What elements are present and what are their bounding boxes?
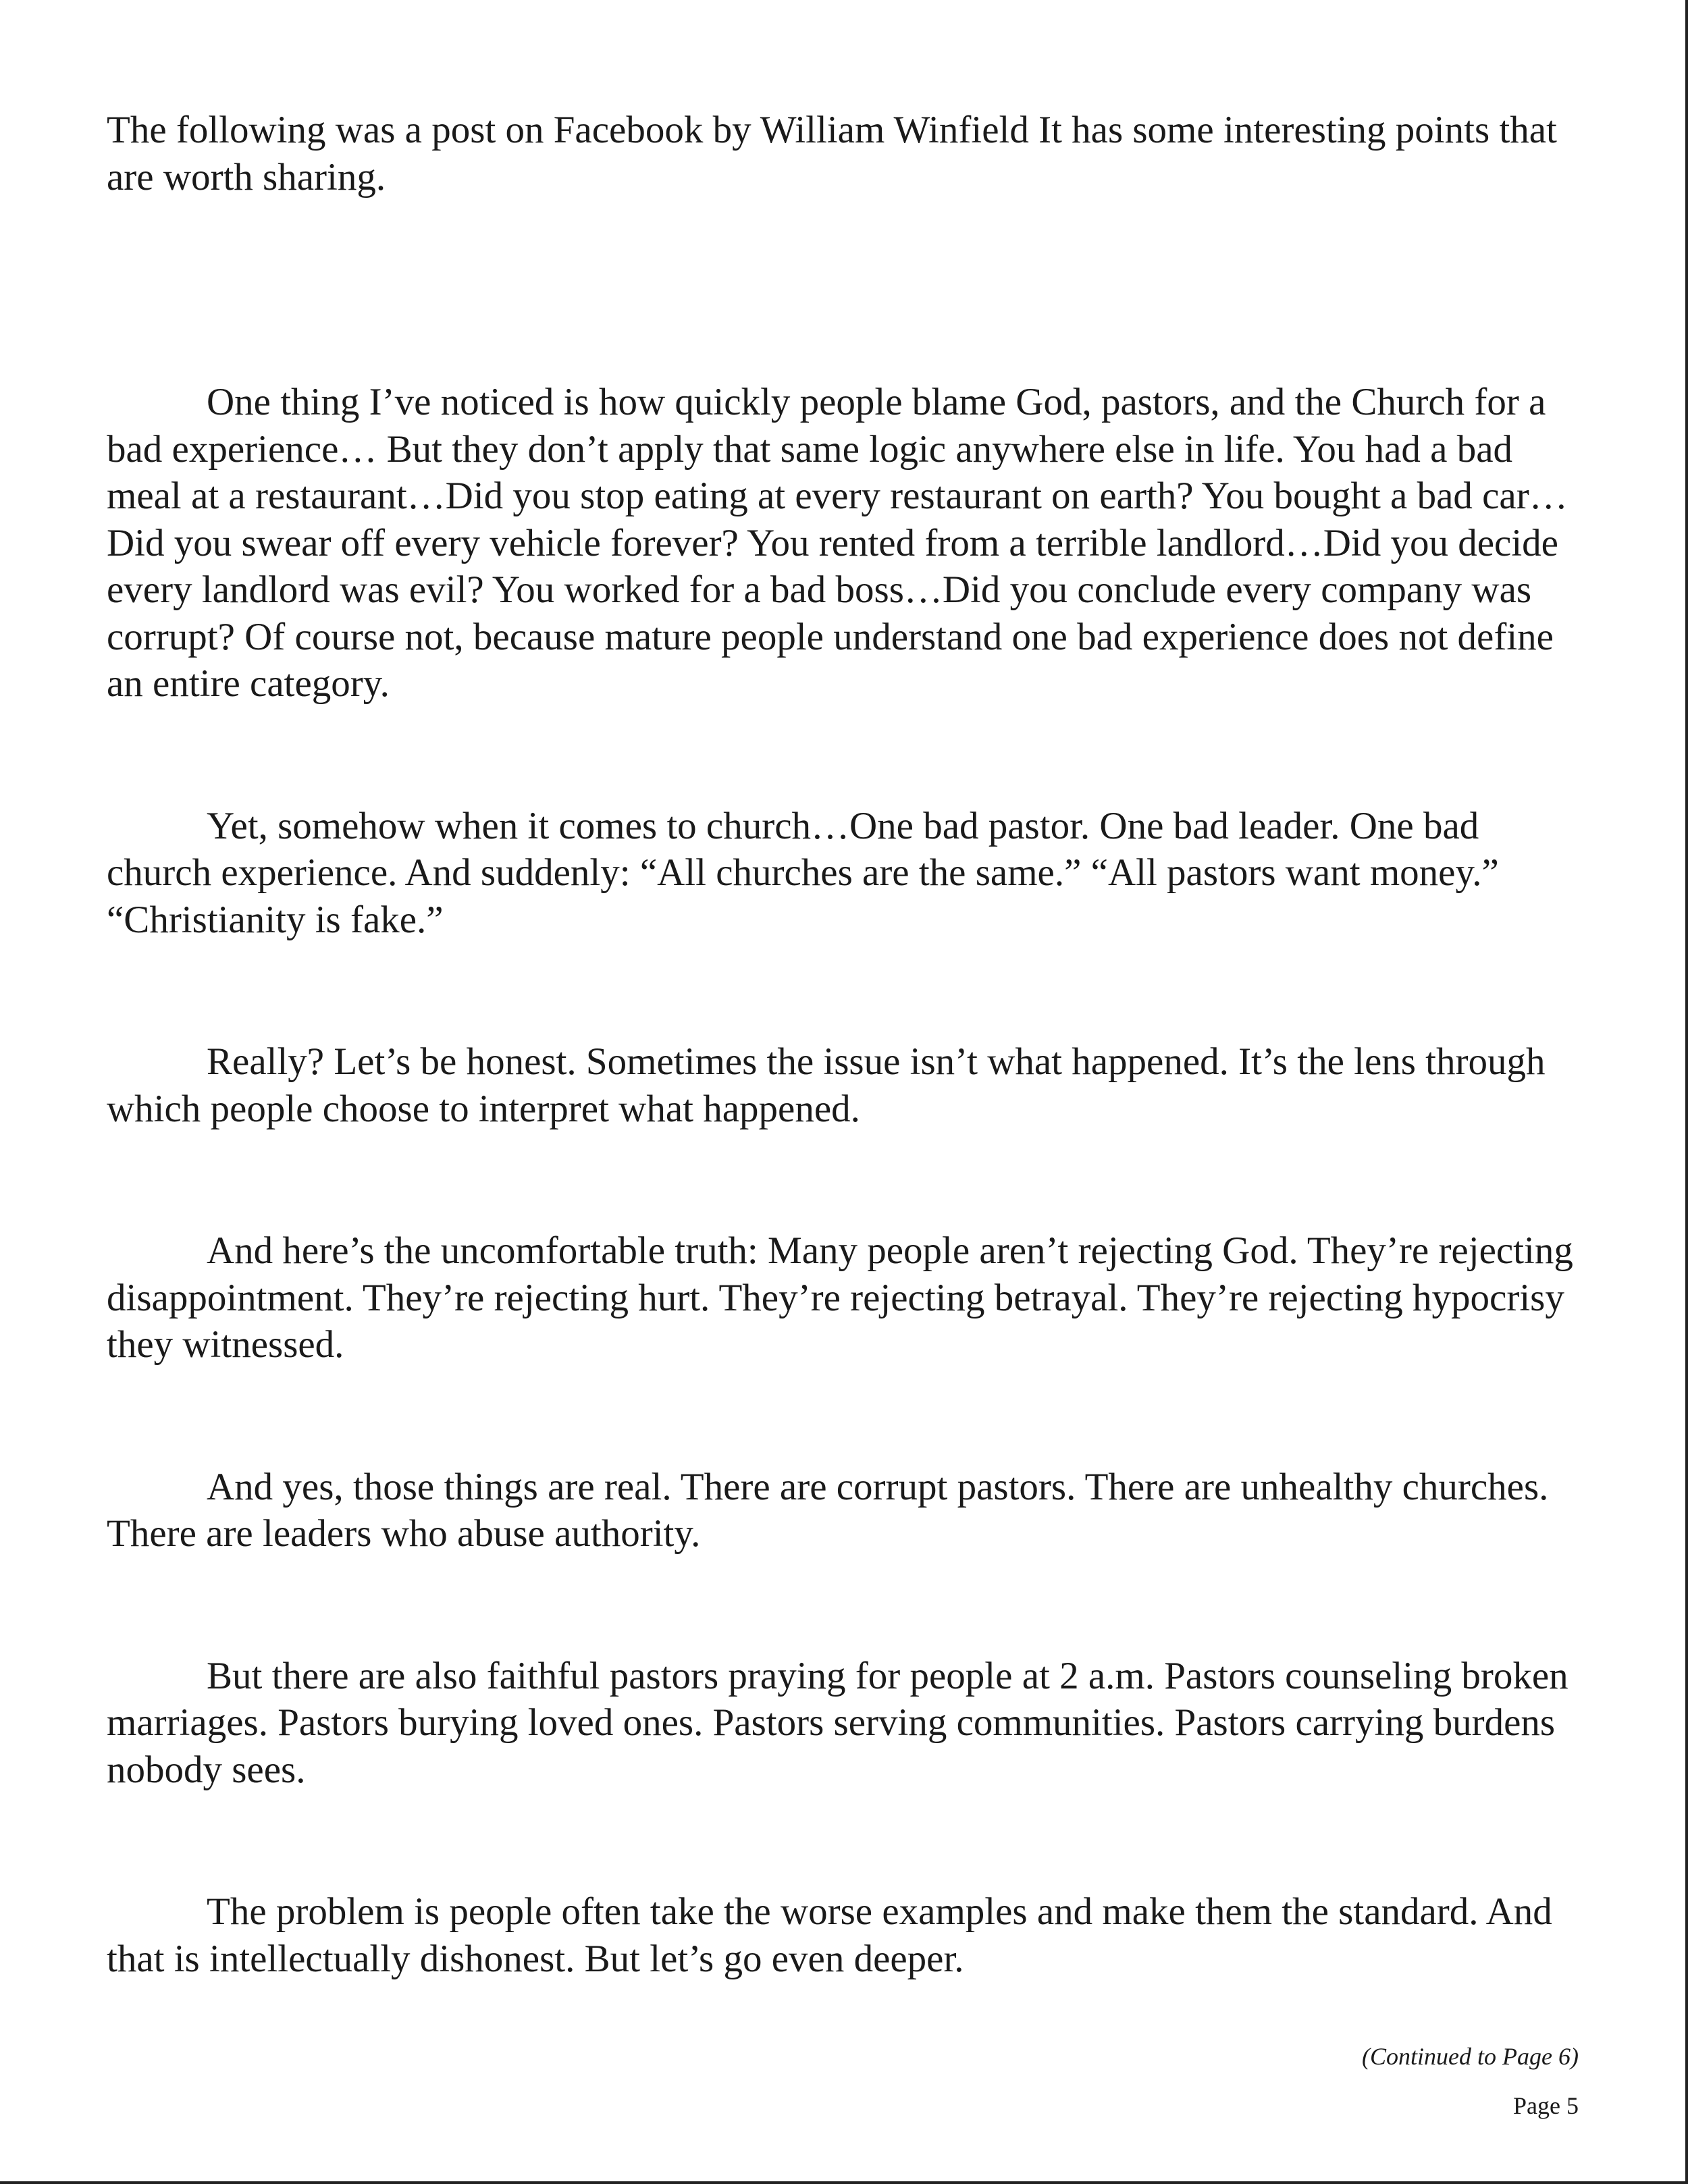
continued-note: (Continued to Page 6) xyxy=(1362,2043,1579,2070)
body-paragraph: But there are also faithful pastors praying for people at 2 a.m. Pastors counseling broken marriages. Pastors burying loved ones. Pastors serving communities. Pastors carrying burdens nobody sees. xyxy=(107,1654,1568,1791)
intro-paragraph: The following was a post on Facebook by William Winfield It has some interesting points that are worth sharing. xyxy=(107,109,1557,198)
body-paragraph: The problem is people often take the worse examples and make them the standard. And that is intellectually dishonest. But let’s go even deeper. xyxy=(107,1890,1552,1980)
body-paragraph: Yet, somehow when it comes to church…One bad pastor. One bad leader. One bad church experience. And suddenly: “All churches are the same.” “All pastors want money.” “Christianity is fake.” xyxy=(107,804,1499,941)
body-paragraph: And yes, those things are real. There are corrupt pastors. There are unhealthy churches. There are leaders who abuse authority. xyxy=(107,1465,1549,1555)
body-paragraph: One thing I’ve noticed is how quickly people blame God, pastors, and the Church for a bad experience… But they don’t apply that same logic anywhere else in life. You had a bad meal at a restaurant…Did you stop eating at every restaurant on earth? You bought a bad car…Did you swear off every vehicle forever? You rented from a terrible landlord…Did you decide every landlord was evil? You worked for a bad boss…Did you conclude every company was corrupt? Of course not, because mature people understand one bad experience does not define an entire category. xyxy=(107,381,1568,705)
body-paragraph: Really? Let’s be honest. Sometimes the issue isn’t what happened. It’s the lens through which people choose to interpret what happened. xyxy=(107,1040,1546,1130)
body-paragraph: And here’s the uncomfortable truth: Many people aren’t rejecting God. They’re rejecting disappointment. They’re rejecting hurt. They’re rejecting betrayal. They’re rejecting hypocrisy they witnessed. xyxy=(107,1229,1573,1366)
article-body xyxy=(107,107,1585,1982)
page-number: Page 5 xyxy=(1513,2092,1579,2119)
